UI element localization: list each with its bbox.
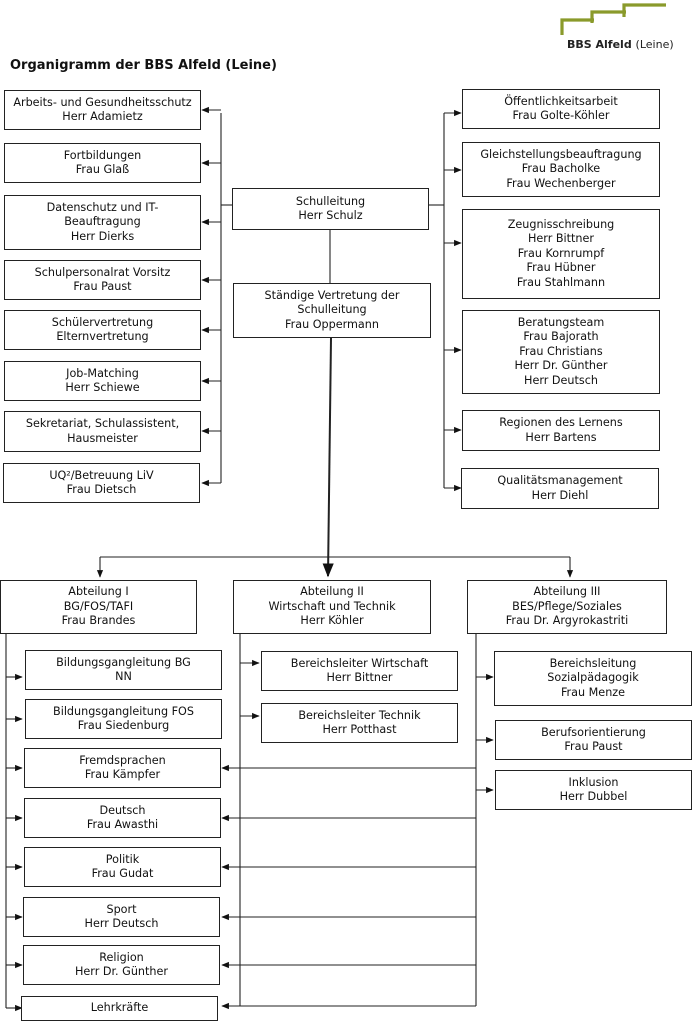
- unit-box-lehrkraefte: [21, 996, 218, 1021]
- box-line: Zeugnisschreibung: [507, 217, 615, 231]
- box-line: Frau Gudat: [91, 867, 154, 880]
- box-line: Herr Adamietz: [62, 110, 143, 123]
- unit-box-inklusion: [495, 770, 692, 810]
- box-line: Frau Kornrumpf: [517, 246, 605, 260]
- box-line: Sport: [106, 902, 137, 916]
- box-line: Frau Paust: [73, 280, 132, 293]
- box-line: Frau Paust: [564, 740, 623, 753]
- box-line: Wirtschaft und Technik: [268, 599, 396, 613]
- box-line: Herr Köhler: [300, 614, 364, 628]
- box-line: Herr Diehl: [531, 488, 589, 502]
- box-line: Herr Potthast: [322, 723, 397, 736]
- unit-box-fremdsprachen: [24, 748, 221, 788]
- box-line: Herr Dr. Günther: [514, 359, 608, 373]
- staff-box-beratungsteam: [462, 310, 660, 394]
- staff-box-oeffentlichkeitsarbeit: [462, 89, 660, 129]
- box-line: Religion: [99, 950, 144, 964]
- box-line: Qualitätsmanagement: [497, 474, 623, 487]
- box-line: Inklusion: [568, 775, 619, 789]
- unit-box-bildungsgang-bg: [25, 650, 222, 690]
- staff-box-uq-betreuung: [3, 463, 200, 503]
- box-line: Frau Brandes: [61, 614, 136, 628]
- box-line: Bildungsgangleitung FOS: [53, 704, 194, 718]
- unit-box-deutsch: [24, 798, 221, 838]
- unit-box-bereichsleiter-technik: [261, 703, 458, 743]
- box-line: Herr Bittner: [326, 671, 393, 684]
- box-line: Frau Wechenberger: [506, 176, 616, 190]
- box-line: Herr Dubbel: [559, 790, 628, 803]
- staff-box-zeugnisschreibung: [462, 209, 660, 299]
- unit-box-berufsorientierung: [495, 720, 692, 760]
- box-line: Herr Schiewe: [65, 381, 140, 394]
- box-line: Frau Dr. Argyrokastriti: [505, 614, 629, 628]
- box-line: Herr Deutsch: [84, 917, 159, 930]
- box-line: Frau Siedenburg: [77, 719, 170, 732]
- box-line: Beratungsteam: [517, 315, 605, 329]
- box-line: Öffentlichkeitsarbeit: [504, 94, 618, 108]
- box-line: Abteilung III: [533, 585, 601, 599]
- box-line: Frau Menze: [560, 685, 626, 699]
- unit-box-religion: [23, 945, 220, 985]
- box-line: UQ²/Betreuung LiV: [49, 468, 154, 482]
- box-line: Frau Golte-Köhler: [512, 109, 610, 122]
- unit-box-bildungsgang-fos: [25, 699, 222, 739]
- box-line: Regionen des Lernens: [499, 416, 623, 429]
- box-line: Frau Hübner: [526, 261, 596, 275]
- box-line: Lehrkräfte: [90, 1001, 149, 1015]
- logo-place: (Leine): [635, 38, 674, 51]
- box-line: Frau Bajorath: [523, 330, 599, 344]
- box-line: Frau Awasthi: [86, 818, 159, 831]
- vertretung-to-departments-arrow: [328, 338, 331, 576]
- box-line: Sekretariat, Schulassistent,: [25, 417, 180, 430]
- vertretung-title-line1: Ständige Vertretung der: [264, 288, 400, 302]
- box-line: Job-Matching: [66, 366, 139, 380]
- schulleitung-person: Herr Schulz: [298, 209, 363, 222]
- box-line: Bereichsleiter Wirtschaft: [290, 656, 429, 670]
- box-line: Schulpersonalrat Vorsitz: [34, 265, 171, 279]
- box-line: Bereichsleitung: [549, 656, 637, 670]
- department-box-abteilung-3: [467, 580, 667, 634]
- box-line: Abteilung II: [300, 585, 364, 599]
- schulleitung-box: [232, 188, 429, 230]
- staff-box-qualitaetsmanagement: [461, 468, 659, 509]
- box-line: Fortbildungen: [63, 148, 142, 162]
- staff-box-fortbildungen: [4, 143, 201, 183]
- department-box-abteilung-2: [233, 580, 431, 634]
- box-line: BES/Pflege/Soziales: [512, 599, 622, 613]
- box-line: Deutsch: [99, 803, 146, 817]
- box-line: Datenschutz und IT-: [46, 200, 159, 214]
- box-line: Arbeits- und Gesundheitsschutz: [13, 95, 192, 109]
- box-line: Frau Christians: [519, 344, 603, 358]
- staff-box-arbeitsschutz: [4, 90, 201, 130]
- staendige-vertretung-box: [233, 283, 431, 338]
- box-line: Elternvertretung: [56, 330, 149, 343]
- box-line: Gleichstellungsbeauftragung: [480, 147, 642, 161]
- box-line: Herr Dr. Günther: [75, 965, 168, 978]
- logo-brand: BBS Alfeld: [567, 38, 632, 51]
- box-line: Frau Bacholke: [521, 162, 601, 176]
- box-line: Frau Stahlmann: [516, 275, 606, 289]
- box-line: Frau Glaß: [75, 163, 130, 176]
- staff-box-job-matching: [4, 361, 201, 401]
- box-line: BG/FOS/TAFI: [63, 599, 134, 613]
- unit-box-politik: [24, 847, 221, 887]
- box-line: Beauftragung: [64, 215, 141, 229]
- box-line: Politik: [105, 852, 140, 866]
- staff-box-gleichstellung: [462, 142, 660, 197]
- box-line: Frau Dietsch: [66, 483, 137, 496]
- box-line: Herr Deutsch: [524, 373, 598, 387]
- page-title: Organigramm der BBS Alfeld (Leine): [10, 58, 277, 73]
- staff-box-personalrat: [4, 260, 201, 300]
- box-line: Frau Kämpfer: [84, 768, 161, 781]
- unit-box-sport: [23, 897, 220, 937]
- staff-box-datenschutz: [4, 195, 201, 250]
- box-line: Bereichsleiter Technik: [298, 708, 421, 722]
- vertretung-person: Frau Oppermann: [285, 317, 379, 331]
- department-box-abteilung-1: [0, 580, 197, 634]
- box-line: Herr Dierks: [70, 229, 135, 243]
- staff-box-schuelervertretung: [4, 310, 201, 350]
- box-line: Fremdsprachen: [79, 753, 166, 767]
- box-line: Abteilung I: [68, 585, 129, 599]
- schulleitung-title: Schulleitung: [295, 194, 366, 208]
- unit-box-sozialpaedagogik: [494, 651, 692, 706]
- staff-box-sekretariat: [4, 411, 201, 452]
- box-line: Herr Bittner: [528, 232, 594, 246]
- box-line: NN: [115, 670, 132, 683]
- unit-box-bereichsleiter-wirtschaft: [261, 651, 458, 691]
- staff-box-regionen-des-lernens: [462, 410, 660, 451]
- box-line: Bildungsgangleitung BG: [56, 655, 191, 669]
- box-line: Schülervertretung: [51, 315, 154, 329]
- box-line: Sozialpädagogik: [547, 671, 639, 685]
- vertretung-title-line2: Schulleitung: [297, 303, 367, 317]
- box-line: Hausmeister: [67, 431, 138, 445]
- box-line: Berufsorientierung: [541, 725, 646, 739]
- box-line: Herr Bartens: [525, 430, 597, 444]
